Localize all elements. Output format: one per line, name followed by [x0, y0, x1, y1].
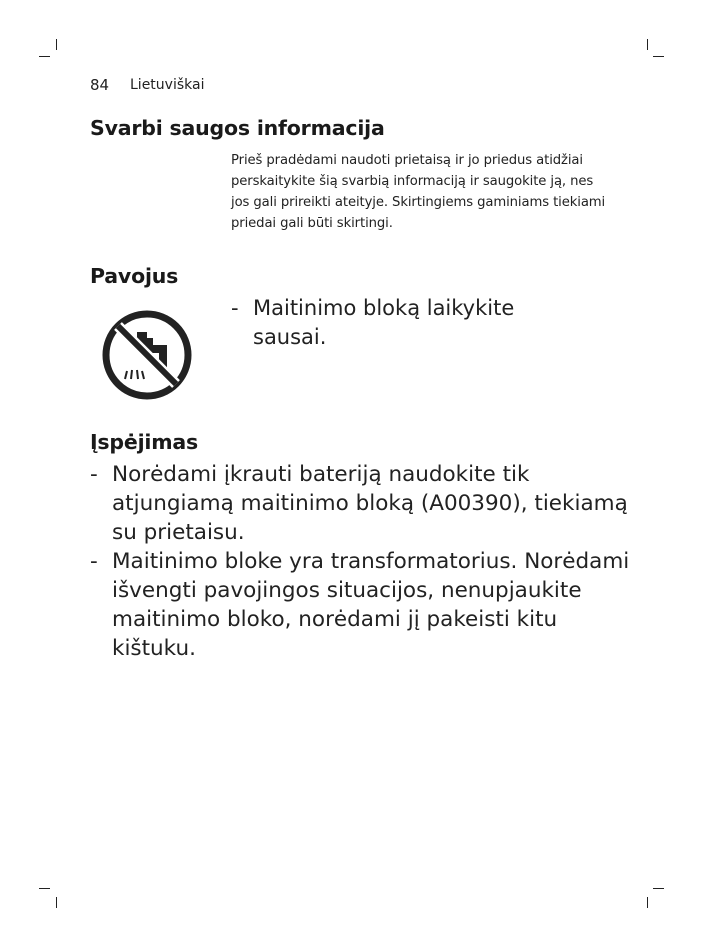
crop-mark: [653, 888, 664, 889]
crop-mark: [647, 39, 648, 50]
crop-mark: [56, 897, 57, 908]
crop-mark: [653, 56, 664, 57]
list-item: [90, 460, 630, 547]
bullet-dash: -: [90, 462, 98, 487]
list-item-text: Maitinimo bloką laikykite sausai.: [253, 296, 515, 349]
bullet-dash: -: [231, 296, 239, 320]
list-item-text: Maitinimo bloke yra transformatorius. Norėdami išvengti pavojingos situacijos, nenupjaukite maitinimo bloko, norėdami jį pakeisti kitu kištuku.: [112, 549, 630, 661]
no-water-tap-icon: [101, 309, 193, 401]
intro-paragraph: Prieš pradėdami naudoti prietaisą ir jo priedus atidžiai perskaitykite šią svarbią informaciją ir saugokite ją, nes jos gali prireikti ateityje. Skirtingiems gaminiams tiekiami priedai gali būti skirtingi.: [231, 153, 606, 231]
crop-mark: [39, 888, 50, 889]
list-item: [231, 294, 591, 352]
page-number: 84: [90, 76, 110, 94]
danger-heading: Pavojus: [90, 264, 179, 288]
warning-list: [90, 460, 630, 663]
danger-list: [231, 294, 591, 352]
list-item: [90, 547, 630, 663]
language-label: Lietuviškai: [130, 77, 205, 93]
warning-heading: Įspėjimas: [90, 430, 199, 454]
list-item-text: Norėdami įkrauti bateriją naudokite tik atjungiamą maitinimo bloką (A00390), tiekiamą su prietaisu.: [112, 462, 628, 545]
crop-mark: [39, 56, 50, 57]
crop-mark: [56, 39, 57, 50]
crop-mark: [647, 897, 648, 908]
bullet-dash: -: [90, 549, 98, 574]
section-title: Svarbi saugos informacija: [90, 116, 385, 140]
